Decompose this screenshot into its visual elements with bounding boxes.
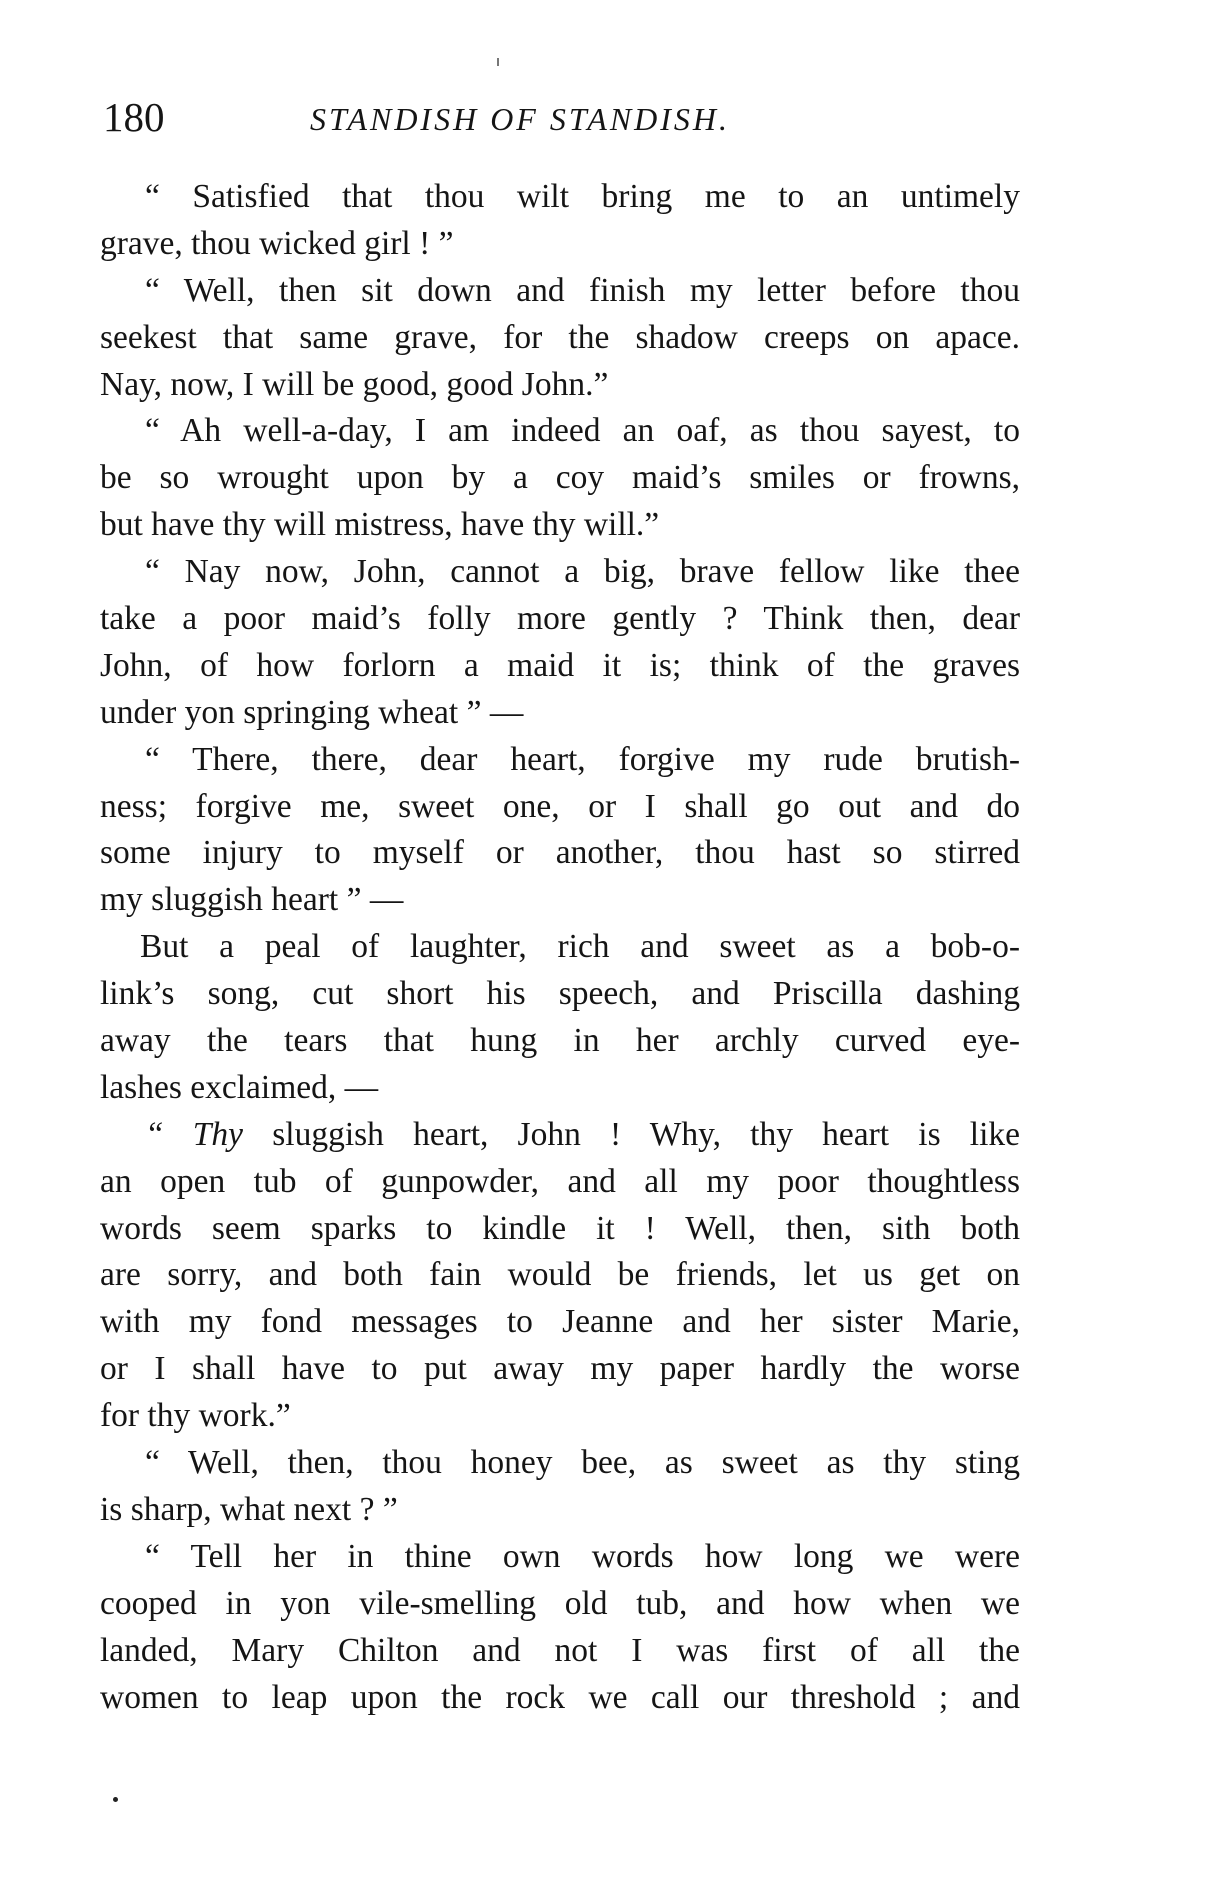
text-line: women to leap upon the rock we call our threshold ; and [100, 1678, 1020, 1716]
text-line-rest: sluggish heart, John ! Why, thy heart is like [272, 1115, 1021, 1153]
text-line: grave, thou wicked girl ! ” [100, 224, 454, 262]
text-line: link’s song, cut short his speech, and Priscilla dashing [100, 975, 1020, 1013]
text-line: my sluggish heart ” — [100, 881, 404, 919]
body-text [100, 174, 1020, 1721]
text-line: take a poor maid’s folly more gently ? Think then, dear [100, 600, 1020, 638]
text-line: “ Well, then, thou honey bee, as sweet as thy sting [145, 1444, 1020, 1482]
text-line: for thy work.” [100, 1397, 291, 1435]
text-line: seekest that same grave, for the shadow creeps on apace. [100, 318, 1020, 356]
text-line: “ Nay now, John, cannot a big, brave fellow like thee [145, 553, 1020, 591]
text-line: cooped in yon vile-smelling old tub, and how when we [100, 1584, 1020, 1622]
text-line: an open tub of gunpowder, and all my poor thoughtless [100, 1162, 1020, 1200]
ink-speck [113, 1797, 118, 1802]
text-line: are sorry, and both fain would be friends, let us get on [100, 1256, 1020, 1294]
text-line: lashes exclaimed, — [100, 1068, 379, 1106]
text-line: “ Well, then sit down and finish my letter before thou [145, 271, 1020, 309]
text-line: but have thy will mistress, have thy will.” [100, 506, 660, 544]
text-line: is sharp, what next ? ” [100, 1490, 398, 1528]
text-line: words seem sparks to kindle it ! Well, then, sith both [100, 1209, 1020, 1247]
text-line: be so wrought upon by a coy maid’s smiles or frowns, [100, 459, 1020, 497]
text-line: under yon springing wheat ” — [100, 693, 524, 731]
running-title: STANDISH OF STANDISH. [310, 101, 731, 137]
text-line: or I shall have to put away my paper hardly the worse [100, 1350, 1020, 1388]
text-line: some injury to myself or another, thou hast so stirred [100, 834, 1020, 872]
text-line: landed, Mary Chilton and not I was first of all the [100, 1631, 1020, 1669]
text-line: “ Ah well-a-day, I am indeed an oaf, as thou sayest, to [145, 412, 1020, 450]
text-line: But a peal of laughter, rich and sweet as a bob-o- [140, 928, 1020, 966]
text-line: “ Tell her in thine own words how long we were [145, 1537, 1020, 1575]
page-number: 180 [103, 94, 165, 140]
text-line-italic-start [100, 1112, 1020, 1159]
text-line: away the tears that hung in her archly curved eye- [100, 1022, 1020, 1060]
text-line: “ Satisfied that thou wilt bring me to an untimely [145, 178, 1020, 215]
ink-speck [497, 58, 499, 66]
text-line: Nay, now, I will be good, good John.” [100, 365, 609, 403]
text-line: John, of how forlorn a maid it is; think of the graves [100, 646, 1020, 684]
text-line: ness; forgive me, sweet one, or I shall go out and do [100, 787, 1020, 825]
text-line: with my fond messages to Jeanne and her sister Marie, [100, 1303, 1020, 1341]
italic-word: “ Thy [145, 1115, 244, 1153]
text-line: “ There, there, dear heart, forgive my rude brutish- [145, 740, 1020, 778]
running-head [103, 92, 1023, 142]
